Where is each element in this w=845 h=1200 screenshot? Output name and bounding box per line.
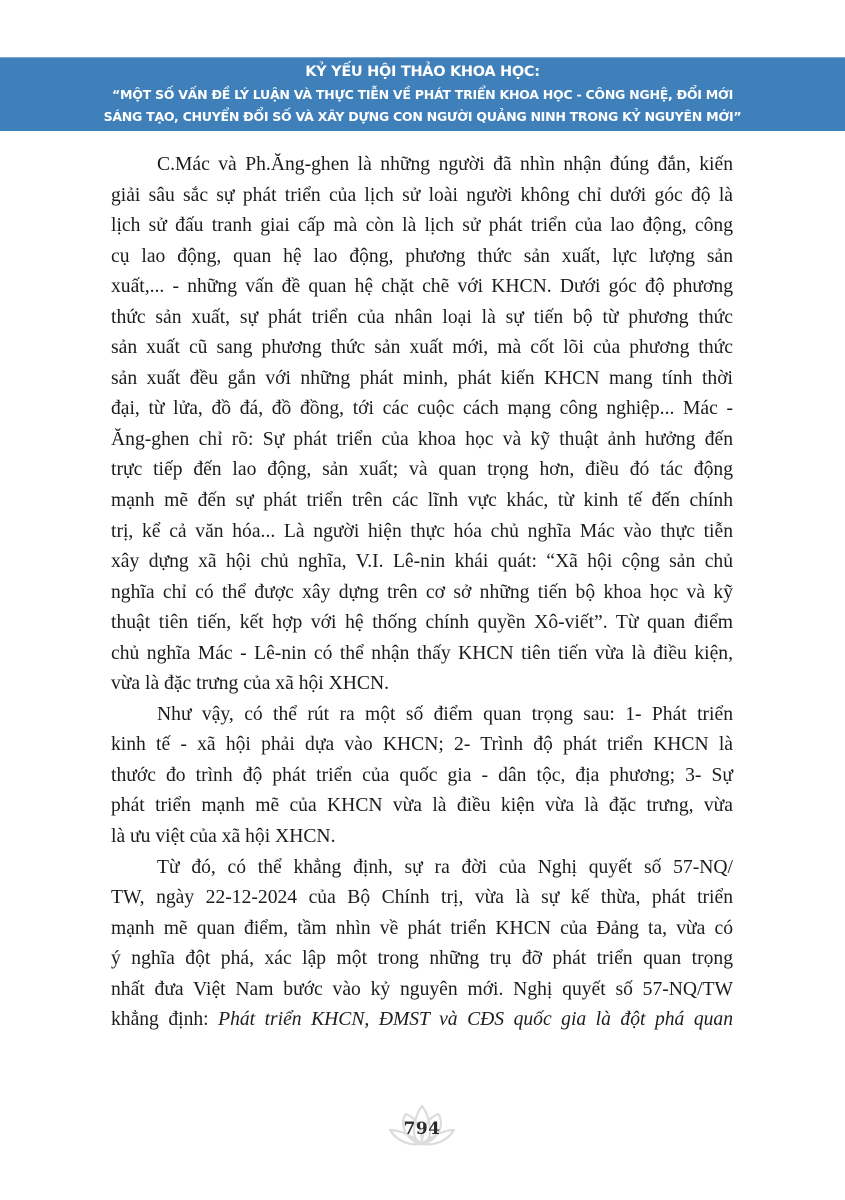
conference-subtitle-line-2: SÁNG TẠO, CHUYỂN ĐỔI SỐ VÀ XÂY DỰNG CON NGƯỜI QUẢNG NINH TRONG KỶ NGUYÊN MỚI”: [103, 109, 742, 124]
text-line: C.Mác và Ph.Ăng-ghen là những người đã nhìn nhận đúng đắn, kiến: [157, 154, 733, 175]
conference-subtitle-line-1: “MỘT SỐ VẤN ĐỀ LÝ LUẬN VÀ THỰC TIỄN VỀ PHÁT TRIỂN KHOA HỌC - CÔNG NGHỆ, ĐỔI MỚI: [111, 87, 734, 102]
text-line-mixed: [111, 1005, 733, 1036]
text-line: lịch sử đấu tranh giai cấp mà còn là lịch sử phát triển của lao động, công: [111, 215, 733, 237]
text-line: vừa là đặc trưng của xã hội XHCN.: [111, 673, 390, 695]
text-line: chủ nghĩa Mác - Lê-nin có thể nhận thấy KHCN tiên tiến vừa là điều kiện,: [111, 642, 733, 664]
text-line: sản xuất cũ sang phương thức sản xuất mới, mà cốt lõi của phương thức: [111, 337, 733, 359]
body-text: [111, 150, 733, 1036]
text-line: ý nghĩa đột phá, xác lập một trong những trụ đỡ phát triển quan trọng: [111, 948, 733, 970]
text-line: mạnh mẽ đến sự phát triển trên các lĩnh vực khác, từ kinh tế đến chính: [111, 490, 733, 512]
text-line: phát triển mạnh mẽ của KHCN vừa là điều kiện vừa là đặc trưng, vừa: [111, 795, 733, 817]
text-line: sản xuất đều gắn với những phát minh, phát kiến KHCN mang tính thời: [111, 367, 733, 389]
italic-quote: Phát triển KHCN, ĐMST và CĐS quốc gia là đột phá quan: [218, 1009, 733, 1031]
text-line: cụ lao động, quan hệ lao động, phương thức sản xuất, lực lượng sản: [111, 245, 733, 267]
text-line: giải sâu sắc sự phát triển của lịch sử loài người không chỉ dưới góc độ là: [111, 184, 733, 206]
text-line: trực tiếp đến lao động, sản xuất; và quan trọng hơn, điều đó tác động: [111, 459, 733, 481]
text-line: là ưu việt của xã hội XHCN.: [111, 826, 336, 848]
text-line: TW, ngày 22-12-2024 của Bộ Chính trị, vừa là sự kế thừa, phát triển: [111, 887, 733, 909]
text-line: Như vậy, có thể rút ra một số điểm quan trọng sau: 1- Phát triển: [157, 703, 733, 725]
text-line: đại, từ lửa, đồ đá, đồ đồng, tới các cuộc cách mạng công nghiệp... Mác -: [111, 398, 733, 420]
proceedings-title: KỶ YẾU HỘI THẢO KHOA HỌC:: [305, 64, 540, 80]
text-line: nhất đưa Việt Nam bước vào kỷ nguyên mới. Nghị quyết số 57-NQ/TW: [111, 978, 733, 1000]
text-line: Ăng-ghen chỉ rõ: Sự phát triển của khoa học và kỹ thuật ảnh hưởng đến: [111, 428, 733, 450]
text-line: kinh tế - xã hội phải dựa vào KHCN; 2- Trình độ phát triển KHCN là: [111, 734, 733, 756]
header-banner: [0, 57, 845, 131]
text-line: thức sản xuất, sự phát triển của nhân loại là sự tiến bộ từ phương thức: [111, 306, 733, 328]
text-run: khẳng định:: [111, 1009, 219, 1031]
page-number: 794: [403, 1119, 441, 1139]
text-line: mạnh mẽ quan điểm, tầm nhìn về phát triển KHCN của Đảng ta, vừa có: [111, 917, 733, 939]
text-line: xây dựng xã hội chủ nghĩa, V.I. Lê-nin khái quát: “Xã hội cộng sản chủ: [111, 551, 733, 573]
text-line: thước đo trình độ phát triển của quốc gia - dân tộc, địa phương; 3- Sự: [111, 764, 733, 786]
text-line: Từ đó, có thể khẳng định, sự ra đời của Nghị quyết số 57-NQ/: [157, 856, 733, 878]
text-line: nghĩa chỉ có thể được xây dựng trên cơ sở những tiến bộ khoa học và kỹ: [111, 581, 733, 603]
text-line: xuất,... - những vấn đề quan hệ chặt chẽ với KHCN. Dưới góc độ phương: [111, 276, 733, 298]
text-line: trị, kể cả văn hóa... Là người hiện thực hóa chủ nghĩa Mác vào thực tiễn: [111, 520, 733, 542]
text-line: thuật tiên tiến, kết hợp với hệ thống chính quyền Xô-viết”. Từ quan điểm: [111, 612, 733, 634]
page-footer: [372, 1100, 472, 1150]
